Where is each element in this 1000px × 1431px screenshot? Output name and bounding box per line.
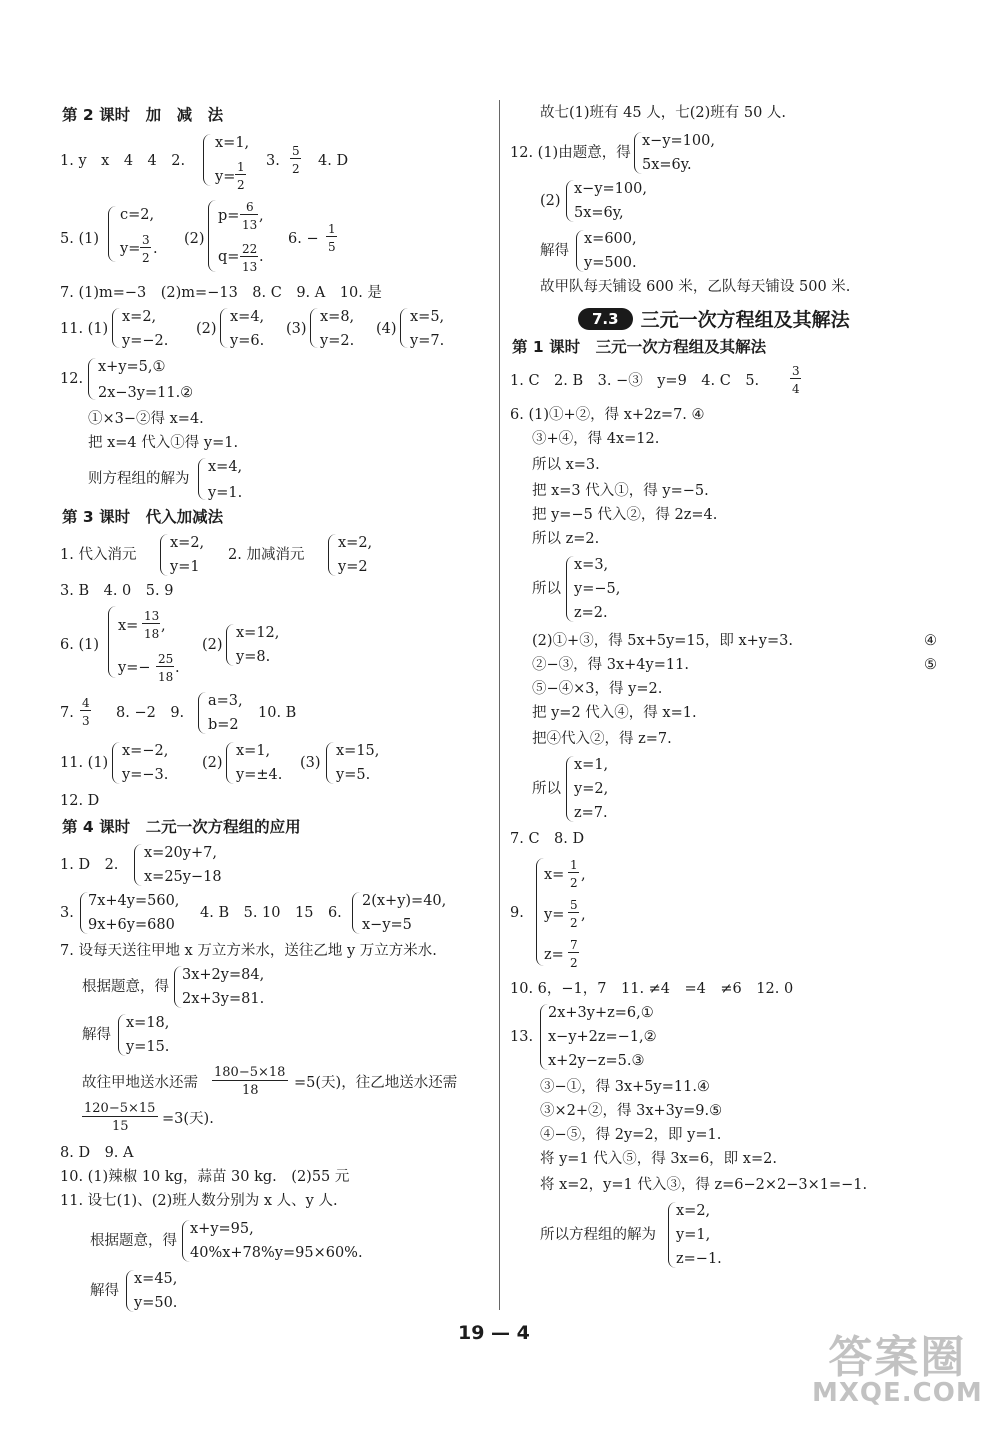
answer-text: 3. (60, 905, 74, 921)
equation-line: y=7. (410, 333, 445, 349)
equation-line: 9x+6y=680 (88, 917, 175, 933)
fraction-bar (568, 872, 579, 873)
answer-text: 6. − (288, 231, 319, 247)
equation-line: x=1, (236, 743, 271, 759)
equation-line: y= (215, 169, 236, 185)
equation-line: y=6. (230, 333, 265, 349)
answer-text: 12. (60, 371, 84, 387)
equation-brace (328, 534, 337, 576)
fraction-denominator: 2 (292, 162, 300, 176)
equation-line: . (175, 660, 180, 676)
equation-brace (108, 206, 117, 262)
answer-text: ②−③，得 3x+4y=11. (532, 657, 689, 673)
answer-text: 1. y x 4 4 2. (60, 153, 186, 169)
equation-brace (208, 200, 217, 272)
equation-line: a=3, (208, 693, 243, 709)
fraction-bar (326, 236, 337, 237)
answer-text: 7. C 8. D (510, 831, 585, 847)
section-heading-lesson1: 第 1 课时 三元一次方程组及其解法 (512, 338, 767, 356)
fraction-bar (142, 623, 160, 624)
column-divider (499, 100, 500, 1310)
fraction-numerator: 3 (142, 233, 150, 247)
equation-line: y=1, (676, 1227, 711, 1243)
fraction-numerator: 13 (144, 609, 160, 623)
equation-line: x−y=5 (362, 917, 412, 933)
equation-line: x=18, (126, 1015, 170, 1031)
equation-line: x+2y−z=5.③ (548, 1053, 645, 1069)
answer-text: 10. B (258, 705, 297, 721)
fraction-denominator: 2 (237, 178, 245, 192)
answer-text: (2) (540, 193, 561, 209)
answer-text: (2) (196, 321, 217, 337)
fraction-numerator: 22 (242, 242, 258, 256)
answer-text: 将 y=1 代入⑤，得 3x=6，即 x=2. (540, 1151, 777, 1167)
fraction-denominator: 4 (792, 382, 800, 396)
equation-brace (198, 458, 207, 500)
fraction-numerator: 180−5×18 (214, 1065, 286, 1080)
equation-line: z= (544, 947, 564, 963)
answer-text: ①×3−②得 x=4. (88, 411, 204, 427)
answer-text: (4) (376, 321, 397, 337)
fraction-bar (235, 174, 246, 175)
fraction-numerator: 1 (570, 858, 578, 872)
fraction-bar (212, 1080, 288, 1081)
equation-brace (160, 534, 169, 576)
answer-text: 11. 设七(1)、(2)班人数分别为 x 人、y 人. (60, 1193, 338, 1209)
fraction-bar (80, 710, 91, 711)
answer-text: 故往甲地送水还需 (82, 1075, 198, 1091)
equation-line: 2x+3y+z=6,① (548, 1005, 654, 1021)
equation-line: x=45, (134, 1271, 178, 1287)
equation-brace (226, 742, 235, 784)
equation-line: x−y=100, (574, 181, 647, 197)
fraction-denominator: 3 (82, 714, 90, 728)
answer-text: 把④代入②，得 z=7. (532, 731, 672, 747)
fraction-denominator: 18 (242, 1083, 259, 1098)
fraction-numerator: 1 (237, 160, 245, 174)
equation-line: 2(x+y)=40, (362, 893, 447, 909)
equation-line: y=500. (584, 255, 637, 271)
equation-line: x= (118, 618, 139, 634)
left-column (60, 0, 490, 1320)
fraction-denominator: 18 (158, 670, 174, 684)
equation-line: , (161, 618, 166, 634)
answer-text: 故七(1)班有 45 人，七(2)班有 50 人. (540, 105, 787, 121)
answer-text: =3(天). (162, 1111, 214, 1127)
equation-line: y=8. (236, 649, 271, 665)
equation-line: x=8, (320, 309, 355, 325)
equation-line: y=− (118, 660, 151, 676)
section-heading-lesson3: 第 3 课时 代入加减法 (62, 508, 224, 526)
answer-text: 根据题意，得 (90, 1233, 177, 1249)
equation-line: x=600, (584, 231, 637, 247)
equation-line: y=15. (126, 1039, 170, 1055)
answer-text: 所以 (532, 781, 561, 797)
answer-text: 7. 设每天送往甲地 x 万立方米水，送往乙地 y 万立方米水. (60, 943, 437, 959)
answer-text: 4. D (318, 153, 349, 169)
section-title-text: 三元一次方程组及其解法 (640, 309, 850, 331)
right-column (510, 0, 950, 1320)
equation-line: z=7. (574, 805, 608, 821)
equation-line: x−y=100, (642, 133, 715, 149)
equation-label: ⑤ (924, 657, 937, 673)
equation-brace (112, 742, 121, 784)
equation-line: q= (218, 249, 240, 265)
equation-line: b=2 (208, 717, 239, 733)
equation-line: z=2. (574, 605, 608, 621)
answer-text: 则方程组的解为 (88, 471, 190, 487)
answer-text: 10. (1)辣椒 10 kg，蒜苗 30 kg. (2)55 元 (60, 1169, 350, 1185)
answer-text: 13. (510, 1029, 534, 1045)
answer-text: 将 x=2，y=1 代入③，得 z=6−2×2−3×1=−1. (540, 1177, 868, 1193)
equation-line: 2x+3y=81. (182, 991, 265, 1007)
equation-brace (134, 844, 143, 886)
answer-text: ⑤−④×3，得 y=2. (532, 681, 663, 697)
equation-line: 2x−3y=11.② (98, 385, 194, 401)
fraction-numerator: 25 (158, 652, 174, 666)
equation-line: x=1, (574, 757, 609, 773)
equation-line: y=5. (336, 767, 371, 783)
fraction-numerator: 5 (292, 144, 300, 158)
equation-brace (203, 134, 212, 186)
answer-text: 1. D 2. (60, 857, 119, 873)
fraction-denominator: 2 (570, 916, 578, 930)
answer-text: 把 y=−5 代入②，得 2z=4. (532, 507, 718, 523)
answer-text: 4. B 5. 10 15 6. (200, 905, 342, 921)
equation-line: . (259, 249, 264, 265)
fraction-denominator: 15 (112, 1119, 129, 1134)
fraction-denominator: 13 (242, 260, 258, 274)
equation-line: x=5, (410, 309, 445, 325)
fraction-bar (568, 952, 579, 953)
fraction-bar (240, 214, 258, 215)
fraction-bar (156, 666, 174, 667)
equation-line: x=25y−18 (144, 869, 222, 885)
equation-line: , (259, 208, 264, 224)
equation-line: x=1, (215, 135, 250, 151)
section-number-badge: 7.3 (578, 308, 633, 330)
equation-line: c=2, (120, 207, 155, 223)
fraction-numerator: 3 (792, 364, 800, 378)
watermark-logo (812, 1332, 983, 1408)
fraction-denominator: 18 (144, 627, 160, 641)
equation-line: y=2 (338, 559, 368, 575)
section-title-7-3 (578, 305, 850, 332)
answer-text: 所以 (532, 581, 561, 597)
answer-text: =5(天)，往乙地送水还需 (294, 1075, 458, 1091)
fraction-denominator: 13 (242, 218, 258, 232)
answer-text: 12. (1)由题意，得 (510, 145, 631, 161)
equation-line: x−y+2z=−1,② (548, 1029, 657, 1045)
equation-line: x=2, (338, 535, 373, 551)
equation-brace (352, 892, 361, 934)
answer-text: 1. C 2. B 3. −③ y=9 4. C 5. (510, 373, 760, 389)
answer-text: (3) (286, 321, 307, 337)
answer-text: 3. B 4. 0 5. 9 (60, 583, 174, 599)
answer-text: 5. (1) (60, 231, 99, 247)
fraction-bar (290, 158, 301, 159)
equation-line: 5x=6y. (642, 157, 692, 173)
equation-line: x=4, (208, 459, 243, 475)
fraction-numerator: 6 (246, 200, 254, 214)
equation-line: 3x+2y=84, (182, 967, 265, 983)
equation-brace (108, 606, 117, 678)
fraction-bar (240, 256, 258, 257)
answer-text: 7. (1)m=−3 (2)m=−13 8. C 9. A 10. 是 (60, 285, 382, 301)
page-number: 19 — 4 (458, 1322, 530, 1344)
equation-line: 5x=6y, (574, 205, 624, 221)
fraction-numerator: 120−5×15 (84, 1101, 156, 1116)
answer-text: 8. −2 9. (116, 705, 185, 721)
equation-brace (112, 308, 121, 348)
equation-line: x=20y+7, (144, 845, 217, 861)
equation-line: y=1 (170, 559, 200, 575)
equation-line: y=1. (208, 485, 243, 501)
equation-line: 7x+4y=560, (88, 893, 180, 909)
fraction-numerator: 4 (82, 696, 90, 710)
answer-text: 1. 代入消元 (60, 547, 137, 563)
fraction-numerator: 5 (570, 898, 578, 912)
equation-line: x=2, (122, 309, 157, 325)
answer-text: (2) (202, 637, 223, 653)
equation-brace (400, 308, 409, 348)
answer-text: 2. 加减消元 (228, 547, 305, 563)
fraction-denominator: 2 (570, 956, 578, 970)
equation-line: 40%x+78%y=95×60%. (190, 1245, 363, 1261)
equation-line: y=2, (574, 781, 609, 797)
section-heading-lesson2: 第 2 课时 加 减 法 (62, 106, 224, 124)
equation-line: y=±4. (236, 767, 283, 783)
answer-text: ③×2+②，得 3x+3y=9.⑤ (540, 1103, 723, 1119)
answer-text: 8. D 9. A (60, 1145, 134, 1161)
equation-line: . (153, 241, 158, 257)
fraction-denominator: 2 (570, 876, 578, 890)
watermark-line: 答案圈 (828, 1332, 967, 1383)
equation-line: x+y=95, (190, 1221, 254, 1237)
answer-text: 11. (1) (60, 321, 109, 337)
equation-line: y= (544, 907, 565, 923)
equation-line: x= (544, 867, 565, 883)
equation-line: y=−5, (574, 581, 621, 597)
equation-line: x+y=5,① (98, 359, 166, 375)
answer-text: 把 x=4 代入①得 y=1. (88, 435, 239, 451)
equation-brace (310, 308, 319, 348)
equation-line: y=−2. (122, 333, 169, 349)
equation-line: x=−2, (122, 743, 169, 759)
answer-text: 10. 6，−1，7 11. ≠4 =4 ≠6 12. 0 (510, 981, 794, 997)
answer-text: (2) (184, 231, 205, 247)
equation-line: x=2, (170, 535, 205, 551)
answer-text: 12. D (60, 793, 100, 809)
fraction-bar (140, 247, 151, 248)
equation-brace (326, 742, 335, 784)
answer-text: 解得 (82, 1027, 111, 1043)
equation-brace (226, 624, 235, 666)
answer-text: 7. (60, 705, 74, 721)
answer-text: 6. (1)①+②，得 x+2z=7. ④ (510, 407, 705, 423)
answer-text: 6. (1) (60, 637, 99, 653)
equation-line: , (581, 907, 586, 923)
equation-line: y= (120, 241, 141, 257)
answer-text: ④−⑤，得 2y=2，即 y=1. (540, 1127, 722, 1143)
answer-text: 所以 x=3. (532, 457, 600, 473)
answer-text: 所以方程组的解为 (540, 1227, 656, 1243)
answer-text: 所以 z=2. (532, 531, 600, 547)
equation-line: , (581, 867, 586, 883)
answer-text: ③−①，得 3x+5y=11.④ (540, 1079, 710, 1095)
equation-line: x=3, (574, 557, 609, 573)
answer-text: (2)①+③，得 5x+5y=15，即 x+y=3. (532, 633, 793, 649)
answer-text: 把 y=2 代入④，得 x=1. (532, 705, 697, 721)
answer-text: 解得 (90, 1283, 119, 1299)
equation-label: ④ (924, 633, 937, 649)
fraction-bar (82, 1116, 158, 1117)
equation-line: y=2. (320, 333, 355, 349)
equation-brace (198, 692, 207, 734)
answer-text: 9. (510, 905, 524, 921)
equation-line: x=2, (676, 1203, 711, 1219)
fraction-denominator: 2 (142, 251, 150, 265)
equation-brace (88, 358, 97, 400)
equation-line: x=15, (336, 743, 380, 759)
answer-text: 把 x=3 代入①，得 y=−5. (532, 483, 709, 499)
equation-line: y=50. (134, 1295, 178, 1311)
watermark-line: MXQE.COM (812, 1378, 983, 1408)
equation-line: x=4, (230, 309, 265, 325)
equation-line: p= (218, 208, 240, 224)
equation-brace (220, 308, 229, 348)
answer-text: (2) (202, 755, 223, 771)
equation-line: x=12, (236, 625, 280, 641)
answer-text: 解得 (540, 243, 569, 259)
answer-text: (3) (300, 755, 321, 771)
answer-text: 根据题意，得 (82, 979, 169, 995)
answer-text: 故甲队每天铺设 600 米，乙队每天铺设 500 米. (540, 279, 851, 295)
equation-line: z=−1. (676, 1251, 722, 1267)
answer-text: 11. (1) (60, 755, 109, 771)
answer-text: ③+④，得 4x=12. (532, 431, 660, 447)
fraction-numerator: 1 (328, 222, 336, 236)
fraction-bar (568, 912, 579, 913)
fraction-numerator: 7 (570, 938, 578, 952)
fraction-denominator: 5 (328, 240, 336, 254)
section-heading-lesson4: 第 4 课时 二元一次方程组的应用 (62, 818, 301, 836)
equation-line: y=−3. (122, 767, 169, 783)
fraction-bar (790, 378, 801, 379)
answer-text: 3. (266, 153, 280, 169)
